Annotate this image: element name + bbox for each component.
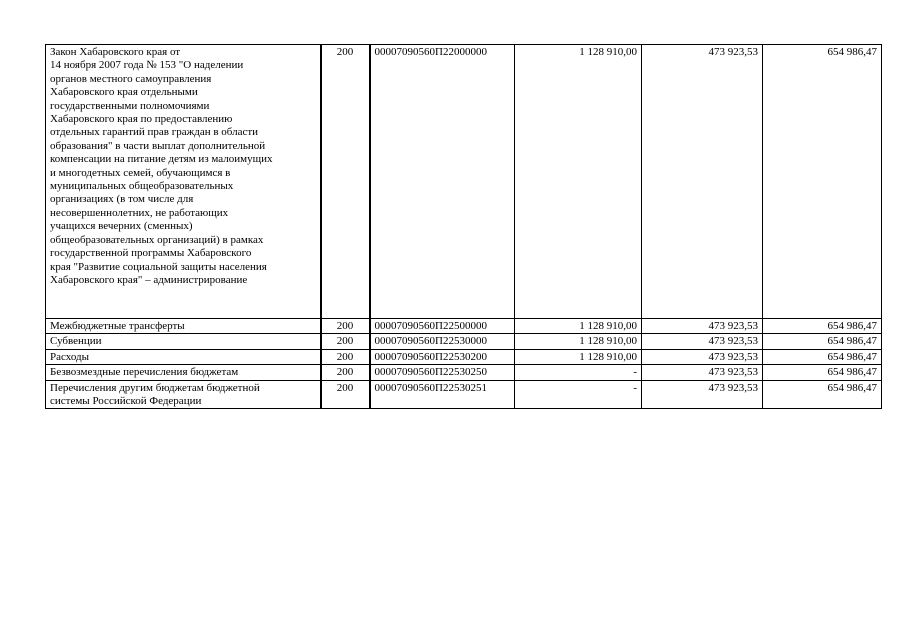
table-row (46, 380, 882, 409)
row-name: Субвенции (50, 335, 102, 348)
row-name: Межбюджетные трансферты (50, 320, 185, 332)
row-executed: 473 923,53 (642, 349, 763, 364)
row-name: Расходы (50, 350, 89, 363)
row-executed: 473 923,53 (642, 380, 763, 409)
row-unexecuted: 654 986,47 (763, 349, 882, 364)
row-executed: 473 923,53 (642, 45, 763, 319)
row-unexecuted: 654 986,47 (763, 334, 882, 349)
row-kbk: 00007090560П22530200 (370, 349, 515, 364)
row-name: Безвозмездные перечисления бюджетам (50, 366, 239, 379)
row-approved: 1 128 910,00 (515, 349, 642, 364)
row-kbk: 00007090560П22500000 (370, 319, 515, 334)
row-unexecuted: 654 986,47 (763, 45, 882, 319)
row-approved: 1 128 910,00 (515, 334, 642, 349)
row-unexecuted: 654 986,47 (763, 365, 882, 380)
row-unexecuted: 654 986,47 (763, 319, 882, 334)
table-row (46, 334, 882, 349)
table-row (46, 349, 882, 364)
row-approved: 1 128 910,00 (515, 45, 642, 319)
table-row (46, 319, 882, 334)
row-code: 200 (321, 334, 370, 349)
row-name: Закон Хабаровского края от 14 ноября 2007 года № 153 "О наделении органов местного самоуправления Хабаровского края отдельными государственными полномочиями Хабаровского края по предоставлению отдельных гарантий прав граждан в области образования" в части выплат дополнительной компенсации на питание детям из малоимущих и многодетных семей, обучающимся в муниципальных общеобразовательных организациях (в том числе для несовершеннолетних, не работающих учащихся вечерних (сменных) общеобразовательных организаций) в рамках государственной программы Хабаровского края "Развитие социальной защиты населения Хабаровского края" – администрирование (50, 46, 273, 286)
row-code: 200 (321, 319, 370, 334)
row-name: Перечисления другим бюджетам бюджетной системы Российской Федерации (50, 381, 260, 408)
row-code: 200 (321, 380, 370, 409)
row-executed: 473 923,53 (642, 334, 763, 349)
row-approved: - (515, 380, 642, 409)
row-approved: - (515, 365, 642, 380)
row-unexecuted: 654 986,47 (763, 380, 882, 409)
row-executed: 473 923,53 (642, 365, 763, 380)
row-code: 200 (321, 45, 370, 319)
row-kbk: 00007090560П22000000 (370, 45, 515, 319)
table-row (46, 45, 882, 319)
row-code: 200 (321, 349, 370, 364)
table-row (46, 365, 882, 380)
row-code: 200 (321, 365, 370, 380)
row-kbk: 00007090560П22530250 (370, 365, 515, 380)
row-executed: 473 923,53 (642, 319, 763, 334)
row-approved: 1 128 910,00 (515, 319, 642, 334)
row-kbk: 00007090560П22530251 (370, 380, 515, 409)
row-kbk: 00007090560П22530000 (370, 334, 515, 349)
budget-table (45, 44, 882, 409)
